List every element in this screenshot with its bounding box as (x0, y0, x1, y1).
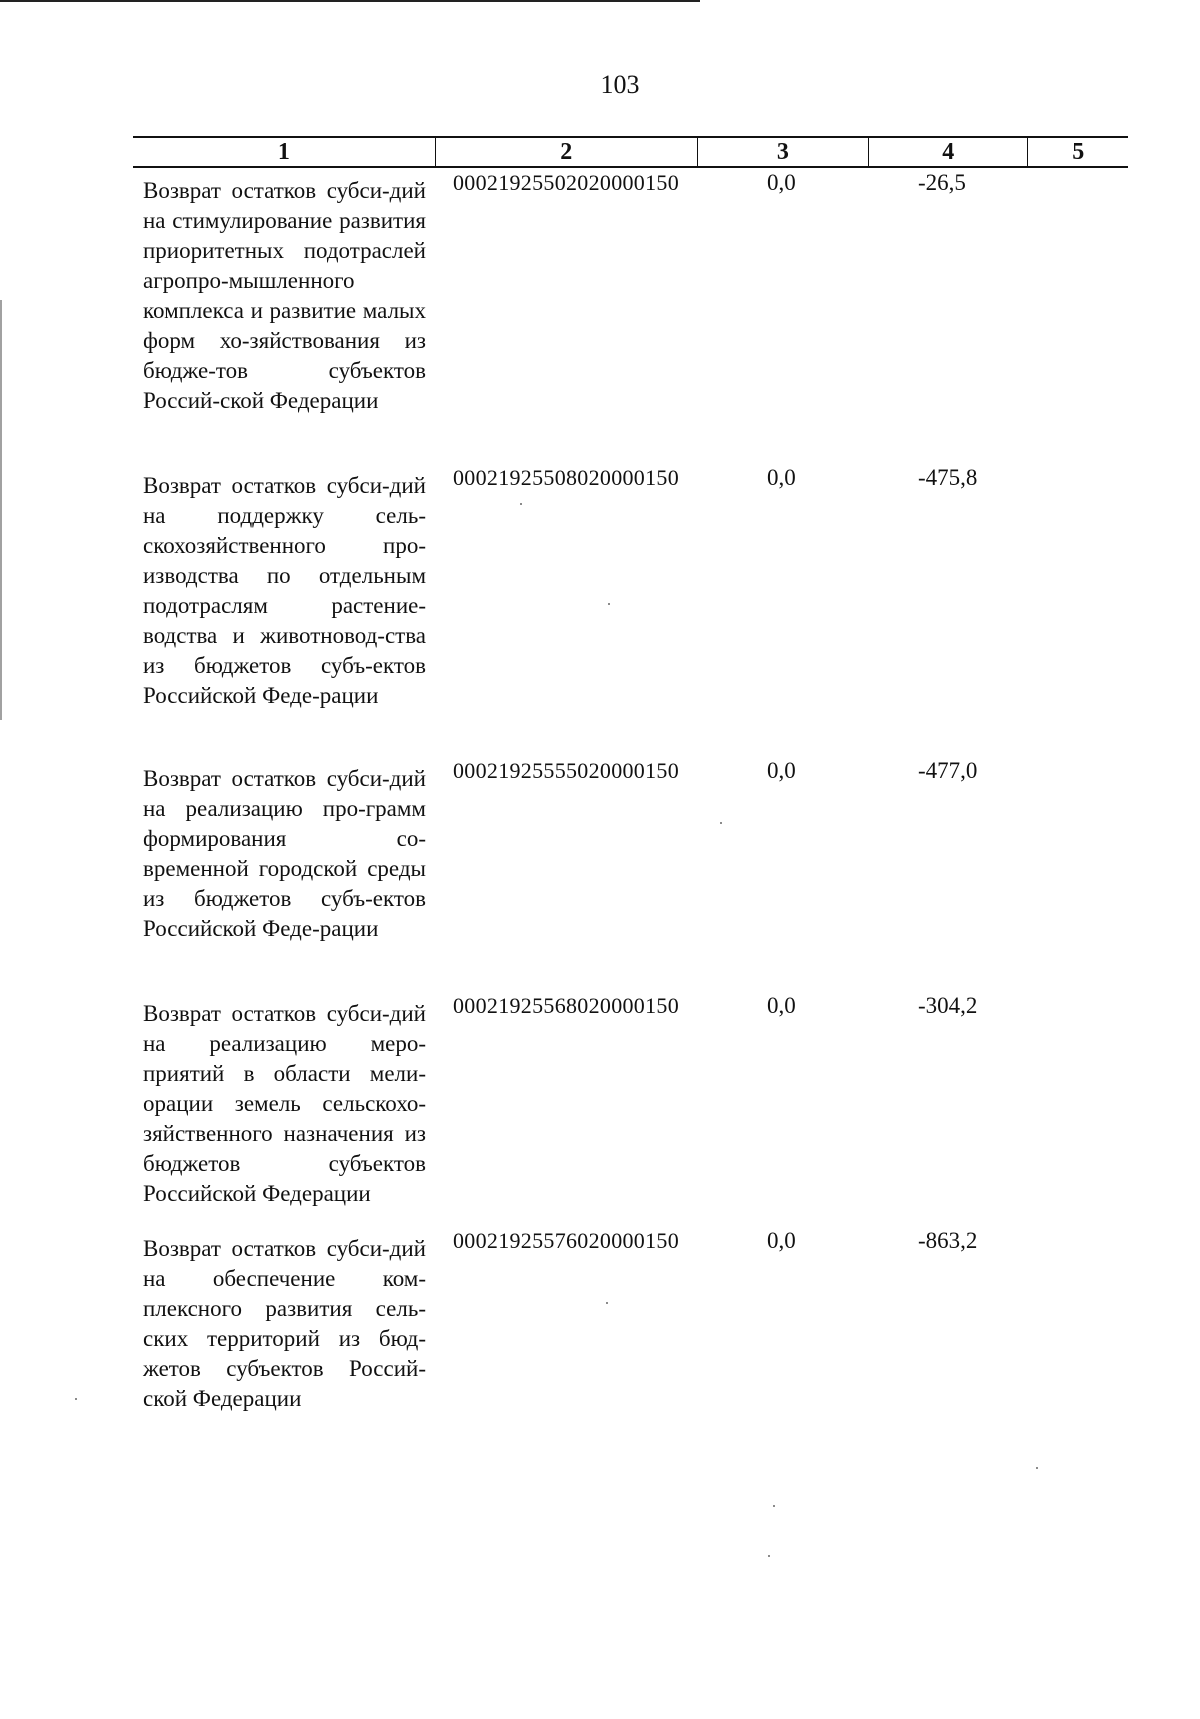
table-header (133, 136, 1128, 168)
row-value-col4: -304,2 (918, 993, 978, 1018)
column-header-1: 1 (277, 139, 290, 165)
row-description: Возврат остатков субси-дий на поддержку сель-скохозяйственного про-изводства по отдельным подотраслям растение-водства и животновод-ства из бюджетов субъ-ектов Российской Феде-рации (143, 473, 426, 708)
row-code: 00021925502020000150 (453, 170, 679, 195)
scan-speck (75, 1398, 77, 1400)
row-value-col3: 0,0 (767, 170, 796, 195)
row-description: Возврат остатков субси-дий на обеспечение ком-плексного развития сель-ских территорий из бюд-жетов субъектов Россий-ской Федерации (143, 1236, 426, 1411)
row-value-col3: 0,0 (767, 1228, 796, 1253)
row-value-col4: -477,0 (918, 758, 978, 783)
budget-table (133, 136, 1128, 1411)
scan-edge-top (0, 0, 700, 2)
scan-edge-left (0, 300, 2, 720)
column-header-5: 5 (1027, 138, 1128, 166)
row-code: 00021925576020000150 (453, 1228, 679, 1253)
row-value-col4: -475,8 (918, 465, 978, 490)
column-header-4: 4 (868, 138, 1027, 166)
scan-speck (520, 503, 522, 505)
scan-speck (606, 1302, 608, 1304)
row-value-col3: 0,0 (767, 993, 796, 1018)
row-value-col3: 0,0 (767, 465, 796, 490)
row-code: 00021925508020000150 (453, 465, 679, 490)
row-code: 00021925568020000150 (453, 993, 679, 1018)
row-description: Возврат остатков субси-дий на реализацию про-грамм формирования со-временной городской среды из бюджетов субъ-ектов Российской Феде-рации (143, 766, 426, 941)
column-header-3: 3 (697, 138, 868, 166)
scan-speck (720, 822, 722, 824)
row-value-col4: -26,5 (918, 170, 966, 195)
scan-speck (773, 1505, 775, 1507)
row-description: Возврат остатков субси-дий на стимулирование развития приоритетных подотраслей агропро-мышленного комплекса и развитие малых форм хо-зяйствования из бюдже-тов субъектов Россий-ской Федерации (143, 178, 426, 413)
row-code: 00021925555020000150 (453, 758, 679, 783)
row-value-col4: -863,2 (918, 1228, 978, 1253)
row-value-col3: 0,0 (767, 758, 796, 783)
row-description: Возврат остатков субси-дий на реализацию меро-приятий в области мели-орации земель сельскохо-зяйственного назначения из бюджетов субъектов Российской Федерации (143, 1001, 426, 1206)
scan-speck (608, 603, 610, 605)
page-number: 103 (600, 70, 640, 99)
scan-speck (1036, 1467, 1038, 1469)
column-header-2: 2 (435, 138, 697, 166)
scan-speck (768, 1555, 770, 1557)
